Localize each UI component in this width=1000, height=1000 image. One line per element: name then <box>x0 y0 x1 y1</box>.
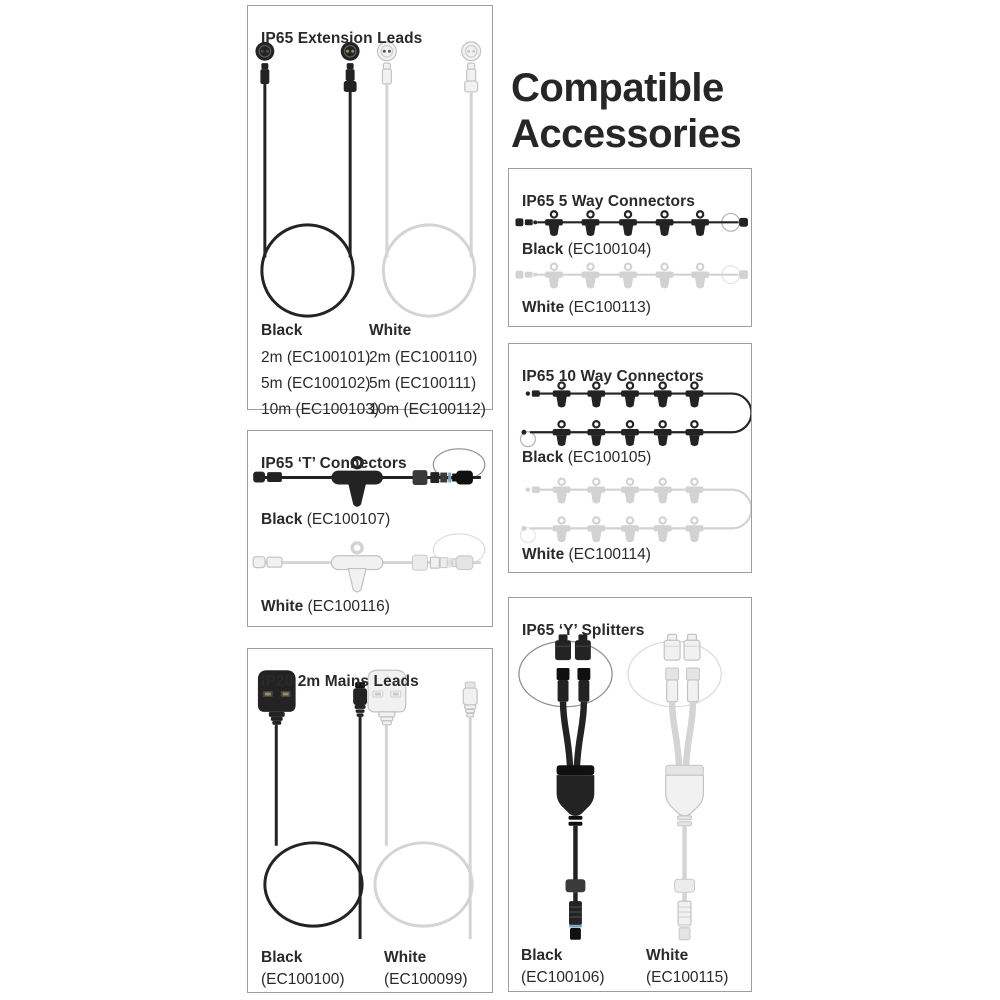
product-code: 10m (EC100112) <box>369 401 486 418</box>
t-connector-white-drawing <box>253 534 485 592</box>
5-way-black-drawing <box>515 211 748 236</box>
variant-label-white: White (EC100113) <box>522 299 651 316</box>
section-t-connectors <box>247 430 493 627</box>
variant-label-black: Black (EC100106) <box>521 947 605 986</box>
extension-leads-black-column <box>261 322 380 423</box>
extension-lead-white-drawing <box>377 42 480 316</box>
5-way-white-drawing <box>515 264 748 289</box>
section-title: IP65 10 Way Connectors <box>522 367 704 385</box>
mains-leads-illustration <box>248 649 492 992</box>
section-5-way-connectors <box>508 168 752 327</box>
extension-leads-codes <box>261 322 486 423</box>
10-way-white-drawing <box>520 479 751 543</box>
variant-name: White <box>369 322 412 339</box>
10-way-black-drawing <box>520 382 751 446</box>
product-code: 5m (EC100102) <box>261 375 371 392</box>
section-10-way-connectors <box>508 343 752 573</box>
section-title: IP20 2m Mains Leads <box>261 672 419 690</box>
variant-label-black: Black (EC100100) <box>261 949 345 988</box>
product-code: 5m (EC100111) <box>369 375 477 392</box>
variant-label-white: White (EC100116) <box>261 598 390 615</box>
extension-leads-white-column <box>369 322 486 423</box>
y-splitters-illustration <box>509 598 751 991</box>
variant-label-white: White (EC100099) <box>384 949 468 988</box>
variant-label-black: Black (EC100105) <box>522 449 652 466</box>
section-y-splitters <box>508 597 752 992</box>
y-splitter-black-drawing <box>519 634 612 939</box>
section-mains-leads <box>247 648 493 993</box>
section-title: IP65 ‘T’ Connectors <box>261 454 407 472</box>
mains-lead-white-drawing <box>368 670 477 939</box>
section-title: IP65 Extension Leads <box>261 29 423 47</box>
section-title: IP65 ‘Y’ Splitters <box>522 621 645 639</box>
variant-label-black: Black (EC100107) <box>261 511 391 528</box>
product-code: 2m (EC100101) <box>261 349 371 366</box>
page-title: Compatible Accessories <box>511 65 742 156</box>
variant-label-white: White (EC100114) <box>522 546 651 563</box>
y-splitter-white-drawing <box>628 634 721 939</box>
product-code: 2m (EC100110) <box>369 349 478 366</box>
section-title: IP65 5 Way Connectors <box>522 192 695 210</box>
product-code: 10m (EC100103) <box>261 401 380 418</box>
variant-label-black: Black (EC100104) <box>522 241 652 258</box>
variant-label-white: White (EC100115) <box>646 947 729 986</box>
section-extension-leads <box>247 5 493 418</box>
variant-name: Black <box>261 322 303 339</box>
extension-lead-black-drawing <box>255 42 359 316</box>
mains-lead-black-drawing <box>258 670 367 939</box>
